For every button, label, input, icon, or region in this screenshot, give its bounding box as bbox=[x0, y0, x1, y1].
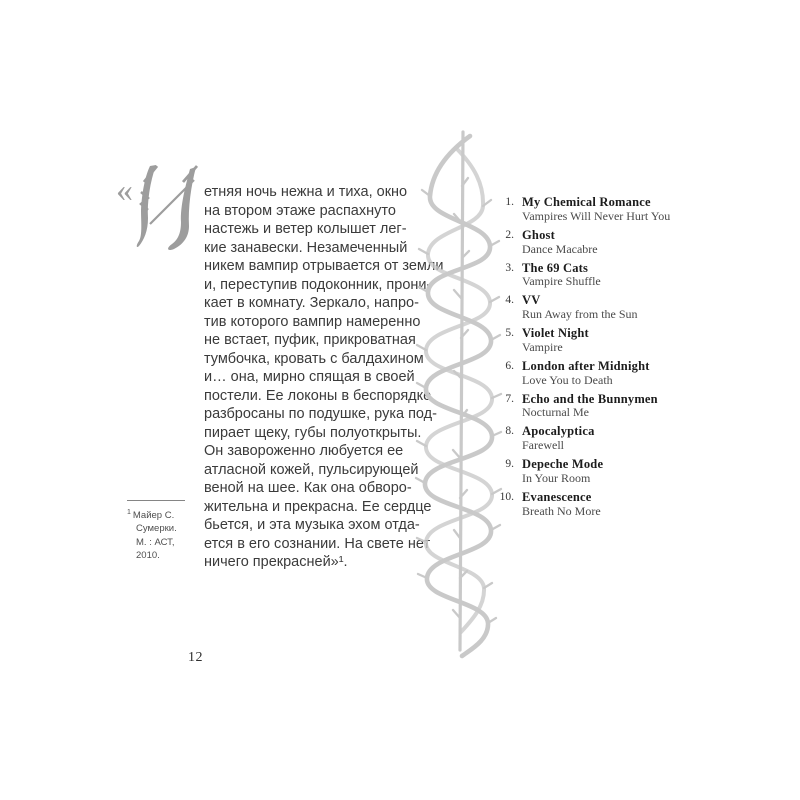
track-number: 1. bbox=[505, 196, 514, 208]
body-line: ничего прекрасней»¹. bbox=[204, 554, 348, 570]
body-line: пирает щеку, губы полуоткрыты. bbox=[204, 424, 422, 441]
track-number: 8. bbox=[505, 425, 514, 438]
playlist bbox=[494, 196, 744, 524]
footnote-marker: 1 bbox=[127, 509, 131, 516]
page-number: 12 bbox=[188, 650, 203, 665]
footnote-text: Майер С. bbox=[132, 510, 175, 522]
artist-name: Depeche Mode bbox=[522, 457, 604, 472]
body-line: бьется, и эта музыка эхом отда- bbox=[204, 517, 420, 533]
footnote-line bbox=[127, 506, 191, 522]
playlist-item bbox=[494, 425, 744, 452]
playlist-item bbox=[494, 229, 744, 256]
track-title: Nocturnal Me bbox=[522, 405, 589, 420]
track-title: Breath No More bbox=[522, 503, 601, 518]
body-line: кие занавески. Незамеченный bbox=[204, 239, 408, 256]
artist-name: Violet Night bbox=[522, 326, 589, 341]
track-title: Run Away from the Sun bbox=[522, 307, 638, 322]
track-number: 5. bbox=[505, 327, 514, 340]
track-number: 7. bbox=[505, 392, 514, 405]
body-line: атласной кожей, пульсирующей bbox=[204, 461, 419, 478]
artist-name: Echo and the Bunnymen bbox=[522, 391, 658, 406]
drop-cap-letter-icon bbox=[136, 162, 202, 256]
drop-cap-letter-text bbox=[0, 0, 1, 1]
body-line: Он завороженно любуется ее bbox=[204, 443, 404, 459]
artist-name: London after Midnight bbox=[522, 358, 650, 373]
track-number: 4. bbox=[505, 294, 514, 307]
artist-name: The 69 Cats bbox=[522, 260, 589, 275]
body-text bbox=[204, 183, 448, 572]
footnote-line: 2010. bbox=[136, 549, 160, 561]
body-line: не встает, пуфик, прикроватная bbox=[204, 332, 416, 348]
body-line: на втором этаже распахнуто bbox=[204, 202, 396, 219]
playlist-item bbox=[494, 327, 744, 354]
playlist-item bbox=[494, 458, 744, 485]
track-title: In Your Room bbox=[522, 471, 591, 486]
track-number: 2. bbox=[505, 228, 514, 241]
footnote-line: Сумерки. bbox=[136, 523, 177, 535]
playlist-item bbox=[494, 294, 744, 321]
body-line: кает в комнату. Зеркало, напро- bbox=[204, 295, 419, 311]
body-line: разбросаны по подушке, рука под- bbox=[204, 406, 437, 422]
body-line: тумбочка, кровать с балдахином bbox=[204, 350, 424, 367]
body-line: постели. Ее локоны в беспорядке bbox=[204, 387, 432, 404]
track-title: Farewell bbox=[522, 438, 564, 453]
artist-name: My Chemical Romance bbox=[522, 195, 651, 209]
artist-name: Apocalyptica bbox=[522, 424, 595, 439]
footnote-line: М. : АСТ, bbox=[136, 536, 175, 548]
track-number: 6. bbox=[505, 359, 514, 372]
open-quote-mark: « bbox=[116, 172, 131, 209]
playlist-item bbox=[494, 262, 744, 289]
artist-name: VV bbox=[522, 293, 541, 308]
playlist-item bbox=[494, 393, 744, 420]
track-title: Love You to Death bbox=[522, 372, 613, 387]
body-line: никем вампир отрывается от земли bbox=[204, 258, 444, 274]
body-line: и… она, мирно спящая в своей bbox=[204, 369, 415, 385]
body-line: и, переступив подоконник, прони- bbox=[204, 276, 432, 293]
artist-name: Evanescence bbox=[522, 490, 592, 505]
track-title: Vampires Will Never Hurt You bbox=[522, 208, 671, 223]
track-title: Vampire bbox=[522, 339, 563, 354]
body-line: жительна и прекрасна. Ее сердце bbox=[204, 498, 432, 515]
thorn-vine-illustration bbox=[418, 126, 502, 662]
track-number: 10. bbox=[499, 491, 514, 504]
playlist-item bbox=[494, 360, 744, 387]
track-title: Vampire Shuffle bbox=[522, 274, 601, 289]
track-number: 9. bbox=[505, 458, 514, 471]
track-title: Dance Macabre bbox=[522, 241, 598, 256]
footnote-rule bbox=[127, 500, 185, 501]
body-line: настежь и ветер колышет лег- bbox=[204, 221, 407, 237]
playlist-item bbox=[494, 196, 744, 223]
footnote bbox=[127, 500, 191, 562]
body-line: ется в его сознании. На свете нет bbox=[204, 535, 431, 552]
artist-name: Ghost bbox=[522, 227, 555, 242]
playlist-item bbox=[494, 491, 744, 518]
body-line: тив которого вампир намеренно bbox=[204, 313, 421, 330]
body-line: веной на шее. Как она обворо- bbox=[204, 480, 412, 496]
body-line: етняя ночь нежна и тиха, окно bbox=[204, 184, 408, 200]
track-number: 3. bbox=[505, 261, 514, 274]
